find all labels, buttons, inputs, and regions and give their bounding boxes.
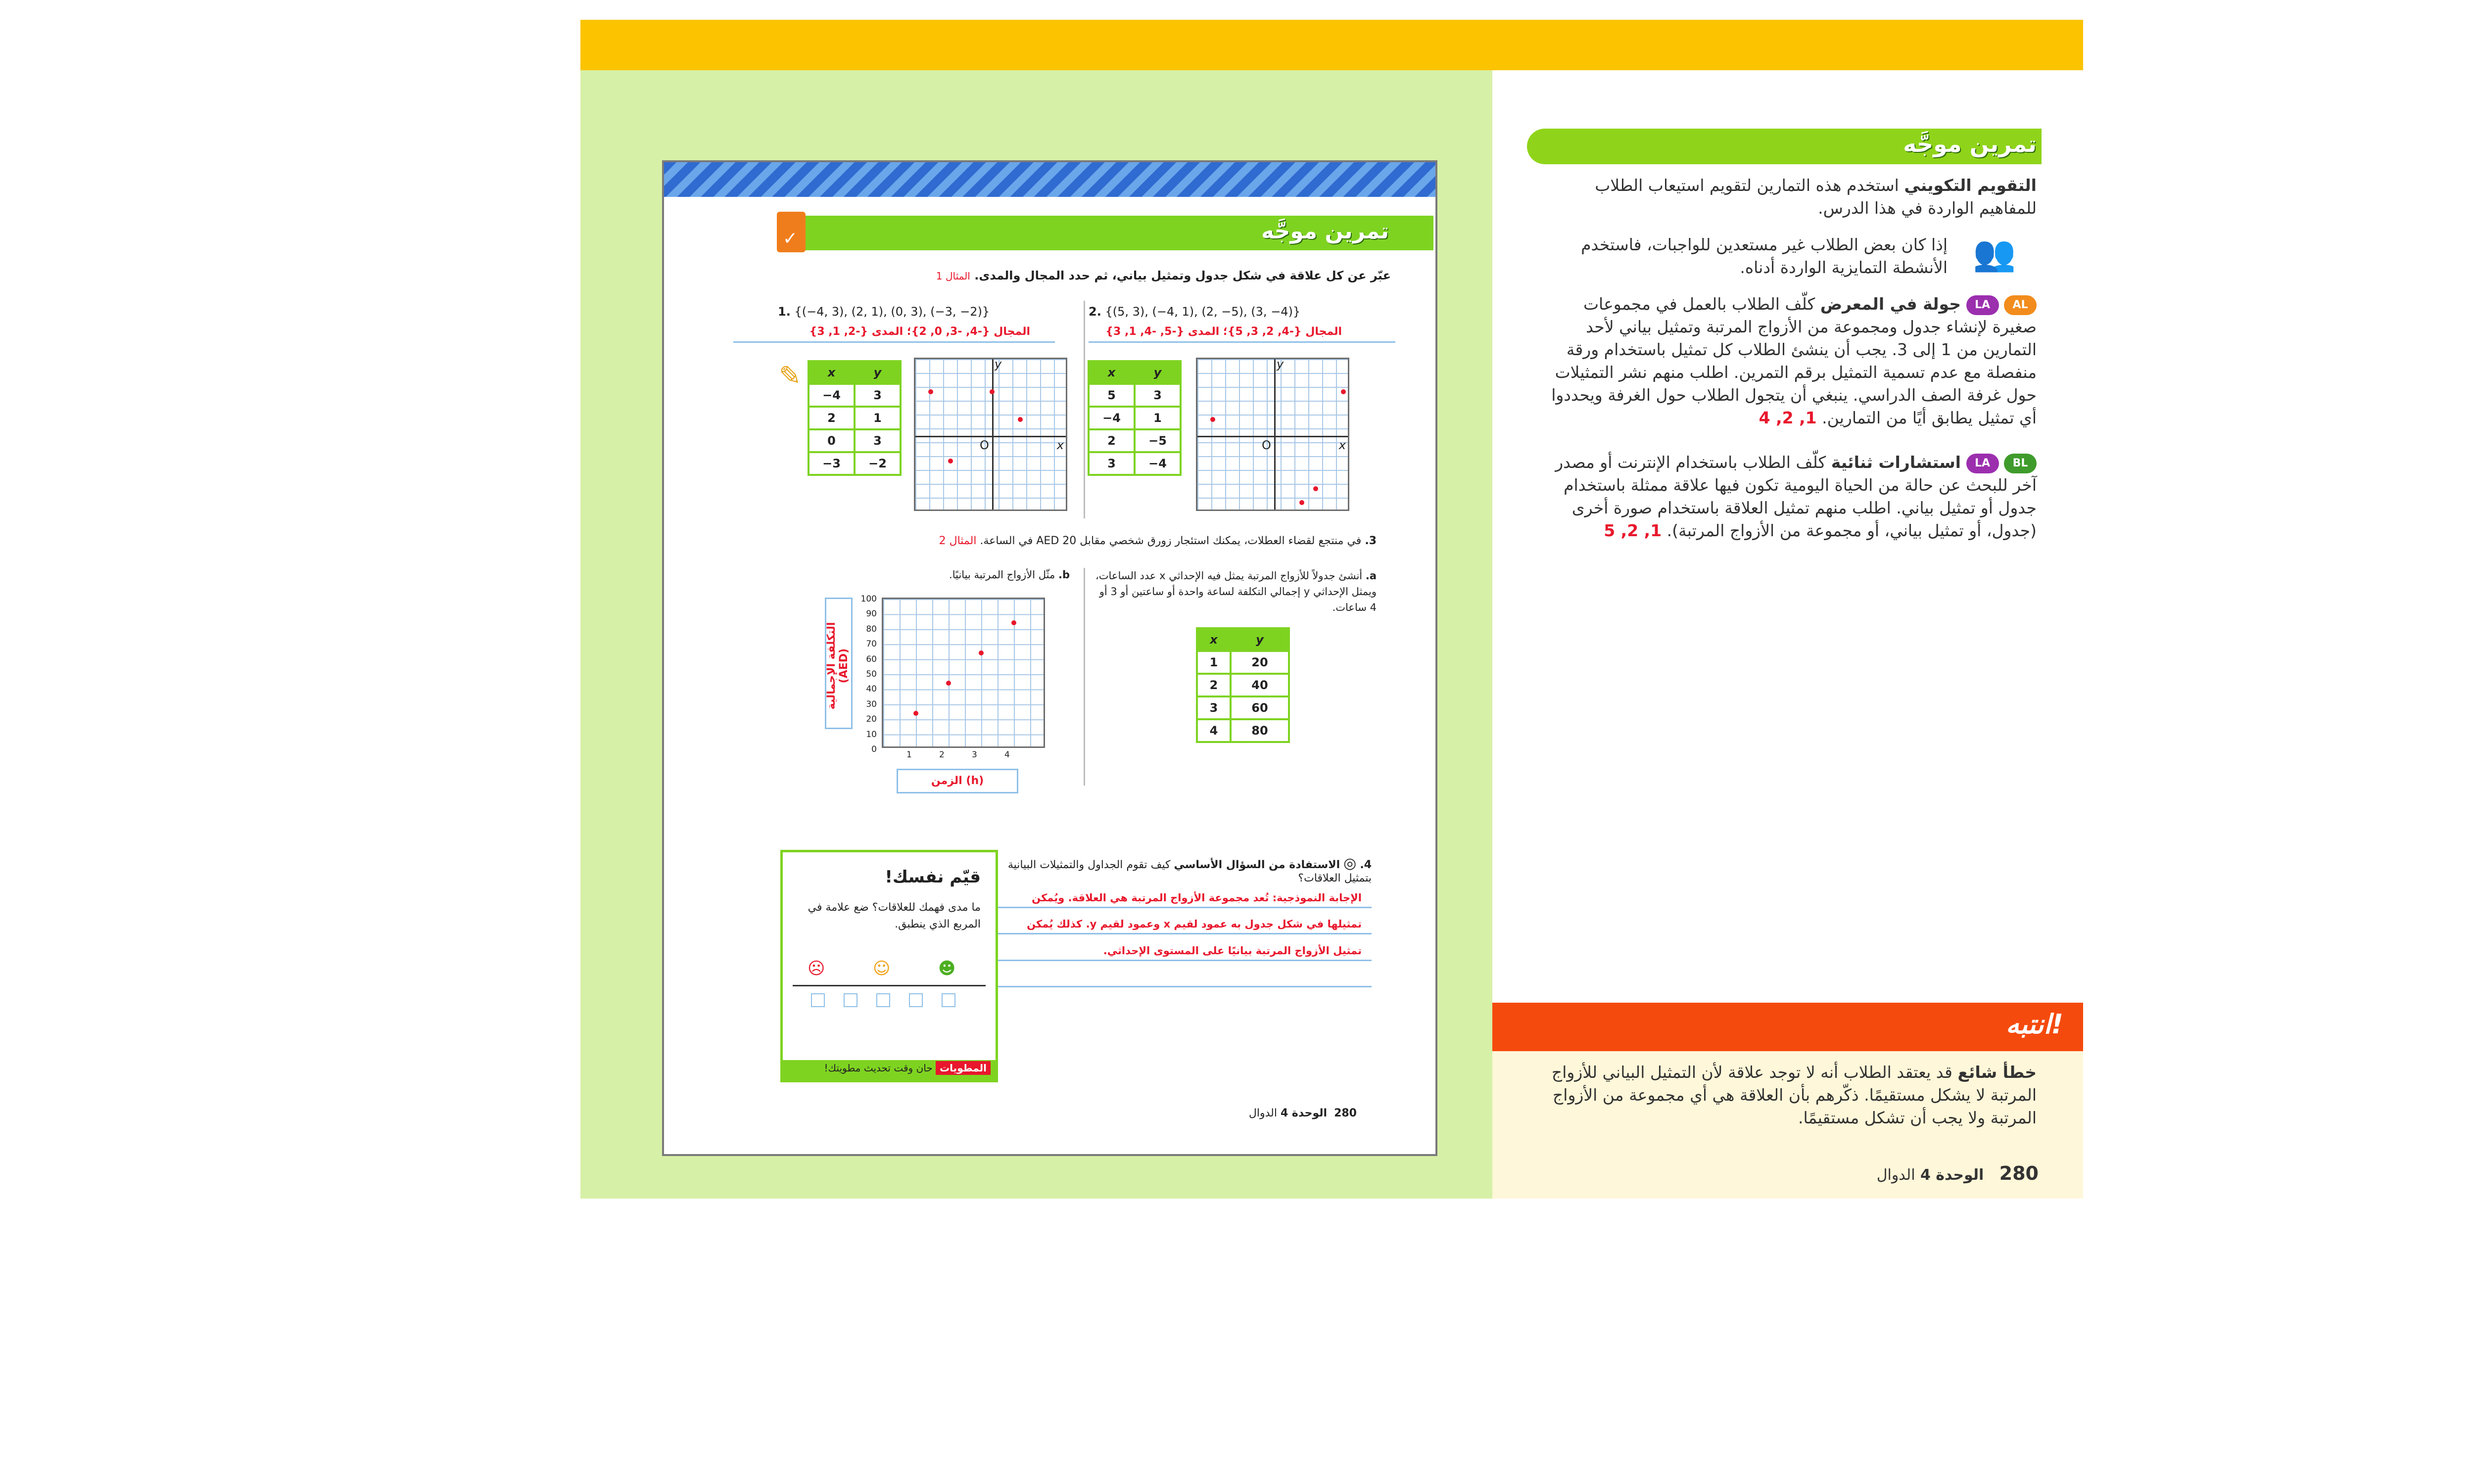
ex3-text: في منتجع لقضاء العطلات، يمكنك استئجار زورق شخصي مقابل AED 20 في الساعة. [980,535,1362,547]
foldables-tag: المطويات [936,1061,991,1075]
common-error [1537,1061,2037,1129]
student-unit: الوحدة 4 [1280,1107,1328,1119]
ex1-set [778,305,990,319]
point [1210,417,1215,422]
ex2-table: x y 5 3 −4 1 2 −5 3 −4 [1088,360,1182,476]
teacher-topic: الدوال [1876,1166,1915,1184]
instructions [748,269,1391,282]
teacher-footer [1742,1162,2039,1184]
student-page-area [580,70,1492,1199]
y-axis [1274,359,1276,510]
ex2-num: 2. [1089,305,1101,319]
ex3a-table: x y 1 20 2 40 3 60 4 80 [1196,627,1290,743]
point [928,389,933,394]
point [1313,486,1318,491]
p4-refs: 1, 2, 5 [1604,521,1662,540]
checkbox-3[interactable] [876,993,890,1007]
p3-refs: 1, 2, 4 [1759,408,1817,427]
y-axis [992,359,994,510]
ex3a-label: a. [1365,570,1377,582]
point [979,650,984,655]
ex1-answer-line [733,341,1055,343]
ex2-set [1089,305,1300,319]
happy-face-icon: ☻ [938,959,956,978]
ex4-title: الاستفادة من السؤال الأساسي [1174,859,1340,871]
warning-panel [1492,1051,2083,1199]
ex2-answer: المجال {-4, 2, 3, 5}؛ المدى {-5, -4, 1, 3} [1105,325,1342,338]
ex3b-ylabel-box [825,598,853,729]
differentiation-note: إذا كان بعض الطلاب غير مستعدين للواجبات، فاستخدم الأنشطة التمايزية الواردة أدناه. [1581,235,1948,277]
ex3a-text: أنشئ جدولاً للأزواج المرتبة يمثل فيه الإحداثي x عدد الساعات، ويمثل الإحداثي y إجمالي التكلفة لساعة واحدة أو ساعتين أو 3 أو 4 ساعات. [1095,570,1377,613]
ex4-answer-line-2: تمثيلها في شكل جدول به عمود لقيم x وعمود لقيم y. كذلك يُمكن [1027,918,1362,930]
badge-la-2: LA [1966,454,1999,473]
student-topic: الدوال [1248,1107,1277,1119]
instructions-ref: المثال 1 [936,270,970,282]
badge-bl: BL [2004,454,2037,473]
ex3b [862,569,1070,581]
checkbox-1[interactable] [811,993,825,1007]
ex2-graph: y x O [1196,358,1349,511]
teacher-banner-title: تمرين موجَّه [1903,131,2037,157]
warning-title: انتبه! [2005,1009,2063,1040]
point [1341,389,1346,394]
p1-bold: التقويم التكويني [1904,176,2037,195]
p3-text: كلّف الطلاب بالعمل في مجموعات صغيرة لإنشاء جدول ومجموعة من الأزواج المرتبة وتمثيل بياني لأحد التمارين من 1 إلى 3. يجب أن ينشئ الطلاب كل تمثيل باستخدام ورقة منفصلة مع عدم تسمية التمثيل برقم التمرين. اطلب منهم نشر التمثيلات حول غرفة الصف الدراسي. ينبغي أن يتجول الطلاب حول الغرفة ويحددوا أي تمثيل يطابق أيًا من التمارين. [1551,294,2037,427]
point [1018,417,1023,422]
checklist-icon [777,212,806,252]
ex4 [986,855,1372,884]
p4-text: كلّف الطلاب باستخدام الإنترنت أو مصدر آخر للبحث عن حالة من الحياة اليومية تكون فيها علاقة ممثلة باستخدام جدول أو تمثيل بياني. اطلب منهم تمثيل العلاقة باستخدام صورة أخرى (جدول، أو تمثيل بياني، أو مجموعة من الأزواج المرتبة). [1555,453,2037,540]
student-page-number: 280 [1334,1107,1357,1119]
self-check-box [780,850,998,1082]
ex2-answer-line [1089,341,1395,343]
ex1-answer: المجال {-4, -3, 0, 2}؛ المدى {-2, 1, 3} [809,325,1030,338]
neutral-face-icon: ☺ [873,959,891,978]
page-spread [580,20,2083,1199]
point [1011,620,1016,625]
ex3 [852,535,1377,547]
teacher-banner [1527,129,2042,164]
ex3a [1090,568,1377,615]
ex3b-ylabel: التكلفة الإجمالية (AED) [825,622,850,710]
ex1-set-text: {(−4, 3), (2, 1), (0, 3), (−3, −2)} [794,305,990,319]
ex1-num: 1. [778,305,791,319]
point [990,389,995,394]
ex4-question: كيف تقوم الجداول والتمثيلات البيانية بتمثيل العلاقات؟ [1007,859,1372,884]
ex3-ref: المثال 2 [939,535,977,547]
point [946,681,951,686]
instructions-text: عبّر عن كل علاقة في شكل جدول وتمثيل بياني، ثم حدد المجال والمدى. [974,269,1391,282]
ex2-set-text: {(5, 3), (−4, 1), (2, −5), (3, −4)} [1105,305,1301,319]
student-title: تمرين موجَّه [1261,219,1389,244]
foldables-text: حان وقت تحديث مطويتك! [824,1062,933,1074]
teacher-unit: الوحدة 4 [1920,1166,1984,1184]
p1-text: استخدم هذه التمارين لتقويم استيعاب الطلاب للمفاهيم الواردة في هذا الدرس. [1595,176,2037,218]
formative-assessment [1537,174,2037,220]
column-divider [1084,301,1085,518]
ex4-num: 4. [1360,859,1372,871]
warn-bold: خطأ شائع [1957,1063,2037,1082]
point [948,459,953,464]
pencil-icon: ✎ [779,360,802,391]
checkbox-2[interactable] [844,993,857,1007]
self-check-title: قيّم نفسك! [885,867,981,887]
p3-bold: جولة في المعرض [1820,294,1961,314]
ex3b-xlabel: الزمن (h) [897,769,1018,793]
ex3b-text: مثّل الأزواج المرتبة بيانيًا. [949,569,1055,581]
teacher-column [1492,70,2083,1199]
warn-text: قد يعتقد الطلاب أنه لا توجد علاقة لأن التمثيل البياني للأزواج المرتبة لا يشكل مستقيمًا. ذكّرهم بأن العلاقة هي أي مجموعة من الأزواج المرتبة ولا يجب أن تشكل مستقيمًا. [1551,1063,2037,1127]
top-bar [580,20,2083,70]
ex1-table: x y −4 3 2 1 0 3 −3 −2 [808,360,902,476]
self-check-text: ما مدى فهمك للعلاقات؟ ضع علامة في المربع الذي ينطبق. [808,901,981,930]
x-axis [915,436,1066,437]
scale-line [793,985,986,986]
question-icon: ◎ [1343,855,1357,872]
group-icon: 👥 [1973,233,2016,274]
student-banner [788,216,1433,250]
warning-bar [1492,1003,2083,1051]
ex1-graph: y x O [914,358,1067,511]
point [1299,500,1304,505]
ex3b-label: b. [1058,569,1070,581]
header-stripe [664,162,1435,197]
ex3-num: 3. [1365,535,1377,547]
teacher-page-number: 280 [1999,1162,2039,1184]
gallery-walk [1537,293,2037,429]
student-footer [1208,1107,1357,1119]
ex4-answer-line-1: الإجابة النموذجية: تُعد مجموعة الأزواج المرتبة هي العلاقة. ويُمكن [1032,892,1362,904]
student-page: تمرين موجَّه ✓ عبّر عن كل علاقة في شكل جدول وتمثيل بياني، ثم حدد المجال والمدى. المثال 1 1. {(−4, 3), (2, 1), (0, 3), (−3, −2)} المجال {-4, -3, 0, 2}؛ المدى {-2, 1, 3} ✎ x y −4 3 2 1 0 3 −3 −2 y x O 2. {(5, 3), (−4, 1), (2, −5), (3, −4)} المجال {-4, 2, 3, 5}؛ المدى {-5, -4, 1, 3} x y 5 3 −4 1 2 −5 3 −4 y x O 3. في منتجع لقضاء العطلات، يمكنك استئجار زورق شخصي مقابل AED 20 في الساعة. المثال 2 a. أنشئ جدولاً للأزواج المرتبة يمثل فيه الإحداثي x عدد الساعات، ويمثل الإحداثي y إجمالي التكلفة لساعة واحدة أو ساعتين أو 3 أو 4 ساعات. x y 1 20 2 40 3 60 4 80 b. مثّل الأزواج المرتبة بيانيًا. التكلفة الإجمالية (AED) 100 90 80 70 60 50 40 30 20 10 0 1 2 3 4 الزمن (h) 4. ◎ الاستفادة من السؤال الأساسي كيف تقوم الجداول والتمثيلات البيانية بتمثيل العلاقات؟ الإجابة النموذجية: تُعد مجموعة الأزواج المرتبة هي العلاقة. ويُمكن تمثيلها في شكل جدول به عمود لقيم x وعمود لقيم y. كذلك يُمكن تمثيل الأزواج المرتبة بيانيًا على المستوى الإحداثي. قيّم نفسك! ما مدى فهمك للعلاقات؟ ضع علامة في المربع الذي ينطبق. ☹ ☺ ☻ المطويات حان وقت تحديث مطويتك! 280 الوحدة 4 الدوال [662,160,1437,1156]
ex3b-graph [882,598,1045,748]
sad-face-icon: ☹ [808,959,825,978]
point [913,711,918,716]
ex4-answer-line-3: تمثيل الأزواج المرتبة بيانيًا على المستوى الإحداثي. [1103,945,1362,957]
x-axis [1197,436,1348,437]
think-pair-share [1537,451,2037,542]
badge-al: AL [2004,295,2037,315]
ex3b-yticks: 100 90 80 70 60 50 40 30 20 10 0 [860,594,877,755]
checkbox-5[interactable] [942,993,955,1007]
checkbox-4[interactable] [909,993,923,1007]
p4-bold: استشارات ثنائية [1831,453,1961,472]
self-check-footer [783,1060,996,1080]
column-divider [1084,568,1085,786]
badge-la: LA [1966,295,1999,315]
